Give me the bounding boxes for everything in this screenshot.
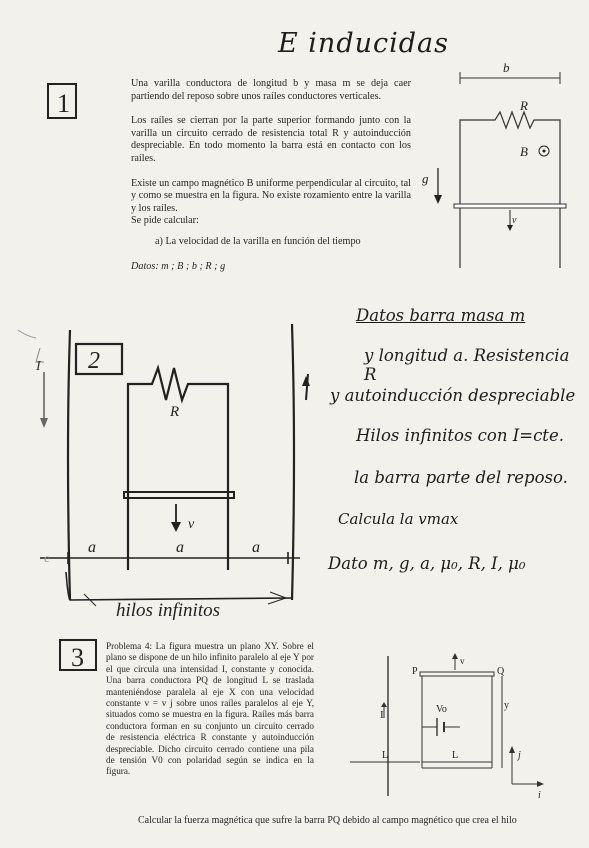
fig3-label-v: v <box>460 656 465 666</box>
problem1-p4: Se pide calcular: <box>131 215 199 227</box>
fig3-label-I: I <box>380 709 384 721</box>
fig2-label-R: R <box>170 404 180 420</box>
page-title: E inducidas <box>278 28 449 59</box>
fig1-gravity-arrow-icon <box>434 195 442 204</box>
fig3-label-P: P <box>412 666 418 677</box>
svg-text:c: c <box>44 551 50 565</box>
problem2-figure <box>0 300 330 630</box>
fig3-label-j: j <box>518 750 521 761</box>
problem3-text: Problema 4: La figura muestra un plano XY. Sobre el plano se dispone de un hilo infinito paralelo al eje Y por el que circula una intensidad I, constante y conocida. Una barra conductora PQ de longitud L se traslada manteniéndose paralela al eje X con una velocidad constante v = v j sobre unos raíles paralelos al eje Y, situados como se muestra en la figura. Raíles más barra conductora forman en su conjunto un circuito cerrado de resistencia eléctrica R constante y autoinducción despreciable. Dicho circuito cerrado contiene una pila de tensión V0 con polaridad según se indica en la figura. <box>106 641 314 777</box>
problem2-note: y autoinducción despreciable <box>330 386 576 405</box>
problem2-number: 2 <box>88 348 100 374</box>
problem1-p2: Los raíles se cierran por la parte superior formando junto con la varilla un circuito cerrado de resistencia total R y autoinducción despreciable. En todo momento la barra está en contacto con los raíles. <box>131 115 411 164</box>
problem1-p3: Existe un campo magnético B uniforme perpendicular al circuito, tal y como se muestra en la figura. No existe rozamiento entre la varilla y los raíles. <box>131 177 411 214</box>
problem1-number: 1 <box>57 89 70 118</box>
fig3-label-i: i <box>538 790 541 801</box>
fig3-label-L2: L <box>452 750 459 761</box>
fig3-label-y: y <box>504 700 509 711</box>
problem3-number: 3 <box>71 643 84 672</box>
fig3-axis-j-icon <box>509 746 515 753</box>
problem2-note: Hilos infinitos con I=cte. <box>356 426 564 445</box>
problem1-text <box>131 78 411 273</box>
problem2-note: Datos barra masa m <box>356 306 526 325</box>
fig3-label-Vo: Vo <box>436 704 447 715</box>
fig2-label-I: I <box>36 359 41 374</box>
fig2-label-wires: hilos infinitos <box>116 600 220 621</box>
fig1-label-R: R <box>520 98 528 113</box>
problem1-item: a) La velocidad de la varilla en función del tiempo <box>155 235 361 247</box>
fig2-label-a1: a <box>88 539 96 556</box>
problem1-figure <box>410 58 580 278</box>
fig2-label-v: v <box>188 517 195 532</box>
problem1-p1: Una varilla conductora de longitud b y masa m se deja caer partiendo del reposo sobre unos raíles conductores verticales. <box>131 78 411 102</box>
fig1-label-B: B <box>520 144 528 159</box>
problem2-note: Calcula la vmax <box>338 510 459 528</box>
problem2-note: y longitud a. Resistencia R <box>364 346 570 384</box>
problem1-number-box <box>44 78 84 124</box>
problem3-number-box <box>56 636 102 674</box>
fig2-label-a3: a <box>252 539 260 556</box>
fig3-label-Q: Q <box>497 666 505 677</box>
fig3-label-L1: L <box>382 750 389 761</box>
problem3-footer: Calcular la fuerza magnética que sufre la barra PQ debido al campo magnético que crea el hilo <box>138 815 517 826</box>
problem1-datos: Datos: m ; B ; b ; R ; g <box>131 260 226 272</box>
problem2-note: la barra parte del reposo. <box>354 468 568 487</box>
problem3-figure <box>340 646 580 806</box>
fig1-label-v: v <box>512 215 517 226</box>
fig1-label-g: g <box>422 171 429 186</box>
fig3-axis-i-icon <box>537 781 544 787</box>
fig1-label-b: b <box>503 60 510 75</box>
problem2-note: Dato m, g, a, μ₀, R, I, μ₀ <box>328 554 526 573</box>
fig2-label-a2: a <box>176 539 184 556</box>
problem2-notes <box>328 306 584 573</box>
